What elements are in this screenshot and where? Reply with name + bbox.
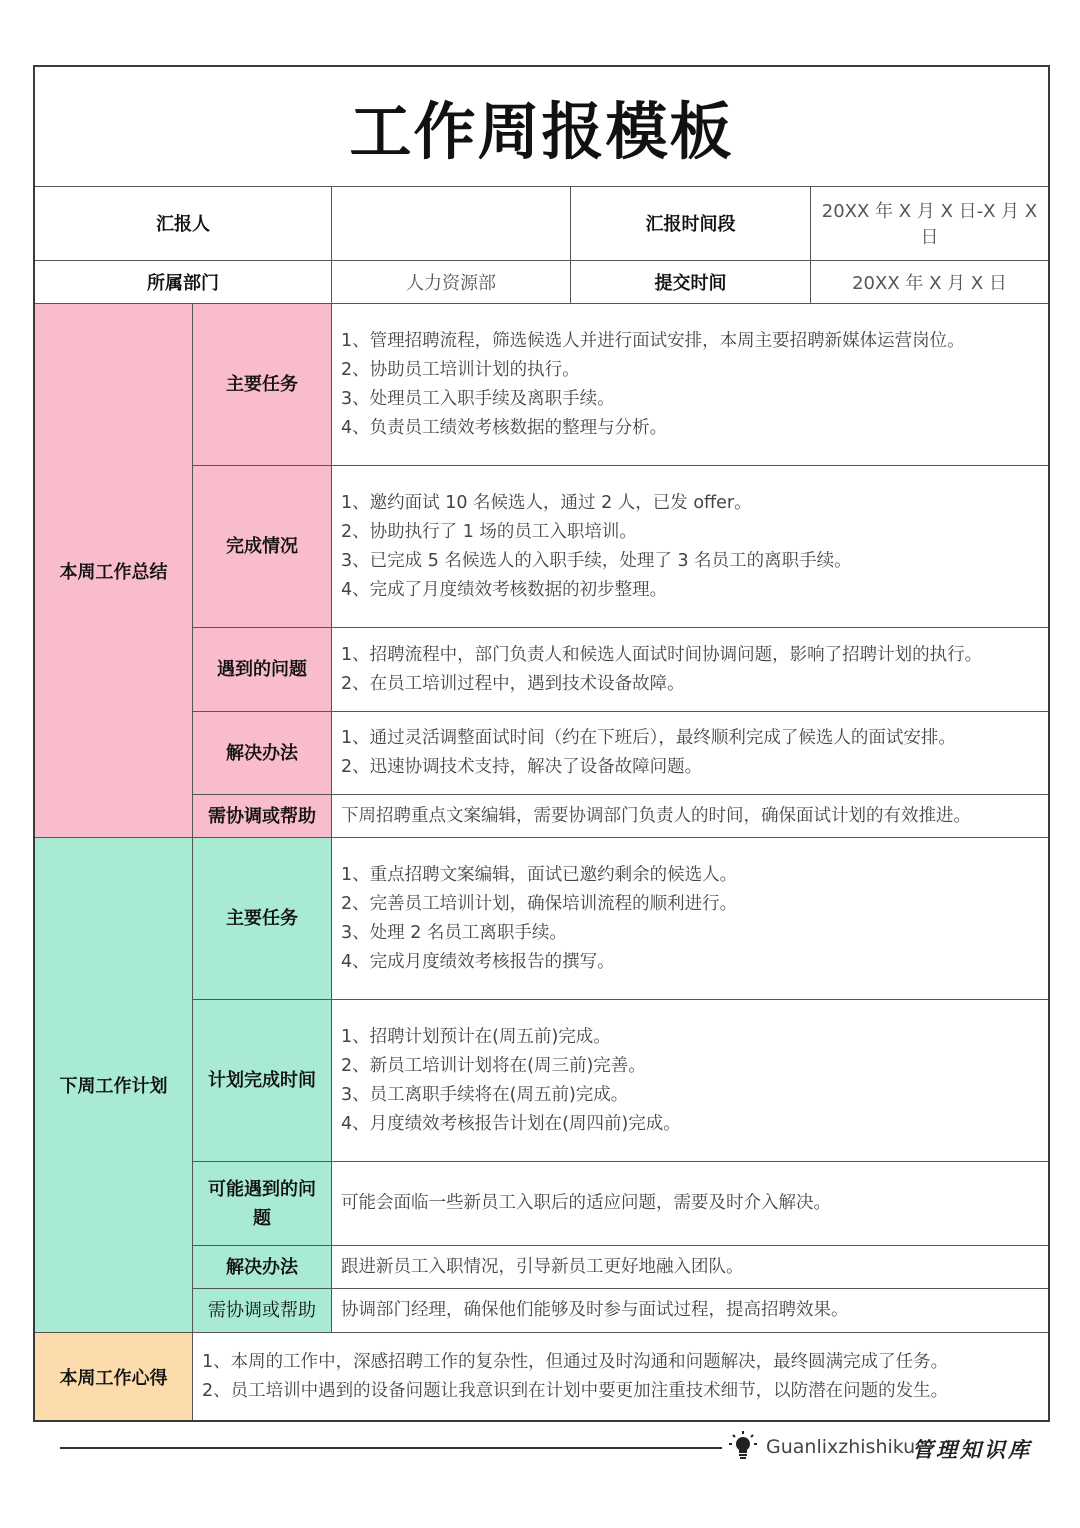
list-item: 2、新员工培训计划将在(周三前)完善。: [341, 1055, 646, 1076]
this-week-solutions-label-cell: [193, 712, 332, 795]
period-value-cell[interactable]: [811, 186, 1048, 261]
next-week-section-label-cell: [35, 838, 193, 1333]
list-item: 1、招聘流程中，部门负责人和候选人面试时间协调问题，影响了招聘计划的执行。: [341, 644, 983, 665]
next-week-help-label-cell: [193, 1289, 332, 1333]
dept-value-cell[interactable]: [332, 261, 571, 304]
list-item: 4、负责员工绩效考核数据的整理与分析。: [341, 417, 668, 438]
submit-value-cell[interactable]: [811, 261, 1048, 304]
next-week-solutions-label: 解决办法: [226, 1256, 298, 1278]
lightbulb-icon: [728, 1430, 758, 1466]
list-item: 2、在员工培训过程中，遇到技术设备故障。: [341, 673, 685, 694]
reporter-label-cell: [35, 186, 332, 261]
next-week-deadline-label-cell: [193, 1000, 332, 1162]
next-week-tasks-label-cell: [193, 838, 332, 1000]
page-title: 工作周报模板: [349, 95, 734, 168]
this-week-completion-label-cell: [193, 466, 332, 628]
list-item: 1、管理招聘流程，筛选候选人并进行面试安排，本周主要招聘新媒体运营岗位。: [341, 330, 965, 351]
next-week-solutions-content[interactable]: [332, 1246, 1048, 1289]
next-week-risks-label: [208, 1175, 316, 1233]
this-week-problems-content[interactable]: [332, 628, 1048, 712]
list-item: 2、迅速协调技术支持，解决了设备故障问题。: [341, 757, 703, 777]
this-week-problems-label-cell: [193, 628, 332, 712]
list-item: 3、已完成 5 名候选人的入职手续，处理了 3 名员工的离职手续。: [341, 550, 852, 571]
list-item: 4、完成月度绩效考核报告的撰写。: [341, 951, 615, 972]
insights-content[interactable]: [193, 1333, 1048, 1420]
list-item: 下周招聘重点文案编辑，需要协调部门负责人的时间，确保面试计划的有效推进。: [341, 805, 971, 826]
list-item: 2、协助执行了 1 场的员工入职培训。: [341, 521, 637, 542]
list-item: 3、处理 2 名员工离职手续。: [341, 922, 567, 943]
this-week-help-label: 需协调或帮助: [208, 805, 316, 827]
next-week-section-label: 下周工作计划: [59, 1076, 168, 1097]
insights-section-label-cell: [35, 1333, 193, 1420]
this-week-help-label-cell: [193, 795, 332, 838]
list-item: 1、重点招聘文案编辑，面试已邀约剩余的候选人。: [341, 864, 738, 885]
submit-label-cell: [571, 261, 811, 304]
list-item: 2、完善员工培训计划，确保培训流程的顺利进行。: [341, 893, 738, 914]
next-week-risks-label-line1: 可能遇到的问: [208, 1178, 316, 1200]
next-week-risks-label-line2: 题: [253, 1207, 271, 1229]
next-week-deadline-content[interactable]: [332, 1000, 1048, 1162]
list-item: 1、邀约面试 10 名候选人，通过 2 人，已发 offer。: [341, 492, 752, 513]
submit-value: 20XX 年 X 月 X 日: [852, 273, 1007, 294]
this-week-tasks-label: 主要任务: [226, 374, 298, 395]
next-week-risks-label-cell: [193, 1162, 332, 1246]
this-week-completion-content[interactable]: [332, 466, 1048, 628]
this-week-tasks-content[interactable]: [332, 304, 1048, 466]
list-item: 可能会面临一些新员工入职后的适应问题，需要及时介入解决。: [341, 1193, 831, 1213]
brand-name-cn: 管理知识库: [912, 1437, 1032, 1462]
next-week-help-content[interactable]: [332, 1289, 1048, 1333]
footer-divider: [60, 1447, 722, 1449]
dept-label: 所属部门: [147, 273, 219, 294]
reporter-value-cell[interactable]: [332, 186, 571, 261]
next-week-risks-content[interactable]: [332, 1162, 1048, 1246]
submit-label: 提交时间: [654, 273, 727, 294]
list-item: 2、员工培训中遇到的设备问题让我意识到在计划中要更加注重技术细节，以防潜在问题的发生。: [202, 1380, 949, 1401]
list-item: 跟进新员工入职情况，引导新员工更好地融入团队。: [341, 1256, 744, 1277]
list-item: 3、员工离职手续将在(周五前)完成。: [341, 1084, 629, 1105]
dept-value: 人力资源部: [406, 273, 496, 294]
dept-label-cell: [35, 261, 332, 304]
list-item: 1、招聘计划预计在(周五前)完成。: [341, 1026, 611, 1047]
this-week-completion-label: 完成情况: [226, 536, 298, 557]
next-week-tasks-label: 主要任务: [226, 908, 298, 929]
this-week-section-label: 本周工作总结: [59, 561, 168, 583]
next-week-solutions-label-cell: [193, 1246, 332, 1289]
this-week-solutions-content[interactable]: [332, 712, 1048, 795]
brand-name-en: Guanlixzhishiku: [766, 1436, 916, 1458]
reporter-label: 汇报人: [156, 214, 210, 235]
this-week-problems-label: 遇到的问题: [217, 659, 307, 680]
period-label: 汇报时间段: [645, 214, 736, 235]
list-item: 1、通过灵活调整面试时间（约在下班后），最终顺利完成了候选人的面试安排。: [341, 728, 956, 748]
insights-section-label: 本周工作心得: [59, 1367, 168, 1389]
weekly-report-table: [33, 65, 1050, 1422]
period-value: 20XX 年 X 月 X 日-X 月 X 日: [821, 201, 1038, 248]
list-item: 3、处理员工入职手续及离职手续。: [341, 388, 615, 409]
title-row: [35, 67, 1048, 187]
list-item: 4、月度绩效考核报告计划在(周四前)完成。: [341, 1113, 681, 1134]
this-week-solutions-label: 解决办法: [226, 742, 298, 764]
this-week-tasks-label-cell: [193, 304, 332, 466]
list-item: 4、完成了月度绩效考核数据的初步整理。: [341, 579, 668, 600]
next-week-help-label: 需协调或帮助: [208, 1300, 316, 1321]
this-week-section-label-cell: [35, 304, 193, 838]
list-item: 2、协助员工培训计划的执行。: [341, 359, 580, 380]
next-week-deadline-label: 计划完成时间: [208, 1070, 316, 1091]
list-item: 协调部门经理，确保他们能够及时参与面试过程，提高招聘效果。: [341, 1300, 849, 1320]
period-label-cell: [571, 186, 811, 261]
next-week-tasks-content[interactable]: [332, 838, 1048, 1000]
list-item: 1、本周的工作中，深感招聘工作的复杂性，但通过及时沟通和问题解决，最终圆满完成了任务。: [202, 1351, 949, 1372]
this-week-help-content[interactable]: [332, 795, 1048, 838]
